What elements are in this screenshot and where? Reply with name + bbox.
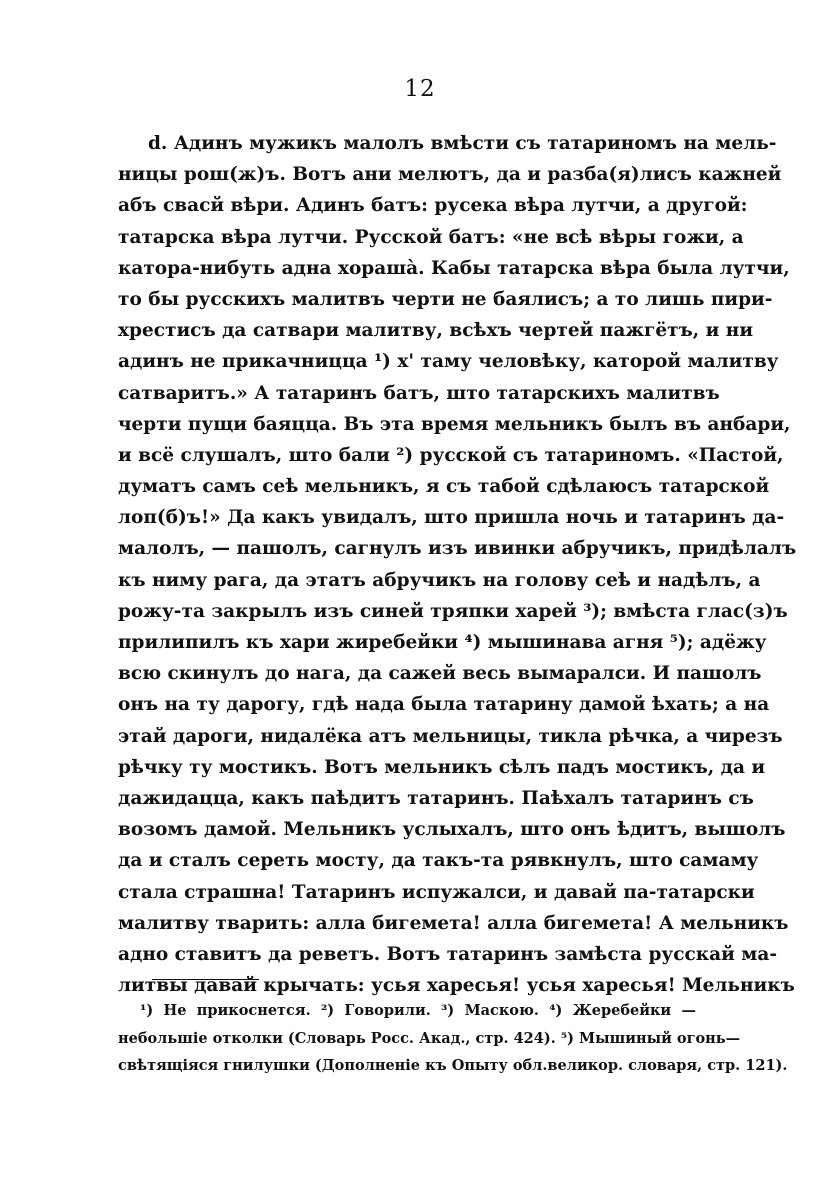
text-line: абъ свасй вѣри. Адинъ батъ: русека вѣра лутчи, а другой:	[118, 195, 748, 217]
text-line: всю скинулъ до нага, да сажей весь вымаралси. И пашолъ	[118, 663, 762, 685]
text-line: хрестисъ да сатвари малитву, всѣхъ чертей пажгётъ, и ни	[118, 320, 754, 342]
text-line: катора-нибуть адна хорашà. Кабы татарска вѣра была лутчи,	[118, 257, 790, 279]
footnotes	[118, 997, 788, 1080]
text-line: рожу-та закрылъ изъ синей тряпки харей ³); вмѣста глас(з)ъ	[118, 600, 788, 622]
text-line: черти пущи баяцца. Въ эта время мельникъ былъ въ анбари,	[118, 413, 791, 435]
text-line: малитву тварить: алла бигемета! алла бигемета! А мельникъ	[118, 912, 789, 934]
footnote-line: небольшіе отколки (Словарь Росс. Акад., стр. 424). ⁵) Мышиный огонь—	[118, 1029, 741, 1047]
text-line: прилипилъ къ хари жиребейки ⁴) мышинава агня ⁵); адёжу	[118, 632, 767, 653]
text-line: рѣчку ту мостикъ. Вотъ мельникъ сѣлъ падъ мостикъ, да и	[118, 756, 766, 778]
footnote-divider	[152, 979, 259, 980]
footnote-line: ¹) Не прикоснется. ²) Говорили. ³) Маскою. ⁴) Жеребейки —	[140, 1002, 696, 1019]
text-line: стала страшна! Татаринъ испужалси, и давай па-татарски	[118, 881, 755, 903]
text-line: ницы рош(ж)ъ. Вотъ ани мелютъ, да и разба(я)лисъ кажней	[118, 164, 782, 186]
text-line: возомъ дамой. Мельникъ услыхалъ, што онъ ѣдитъ, вышолъ	[118, 819, 786, 841]
text-line: онъ на ту дарогу, гдѣ нада была татарину дамой ѣхать; а на	[118, 694, 770, 716]
text-line: да и сталъ сереть мосту, да такъ-та рявкнулъ, што самаму	[118, 850, 759, 872]
text-line: думатъ самъ сеѣ мельникъ, я съ табой сдѣлаюсъ татарской	[118, 476, 770, 498]
text-line: и всё слушалъ, што бали ²) русской съ татариномъ. «Пастой,	[118, 444, 784, 466]
text-line: адно ставитъ да реветъ. Вотъ татаринъ замѣста русскай ма-	[118, 943, 778, 965]
page-number: 12	[404, 76, 436, 102]
text-line: то бы русскихъ малитвъ черти не баялисъ; а то лишь пири-	[118, 288, 773, 310]
text-line: этай дароги, нидалёка атъ мельницы, тикла рѣчка, а чирезъ	[118, 725, 783, 747]
text-line: литвы давай крычать: усья харесья! усья харесья! Мельникъ	[118, 975, 795, 997]
text-line: адинъ не прикачницца ¹) х' таму человѣку, каторой малитву	[118, 351, 779, 373]
text-line: дажидацца, какъ паѣдитъ татаринъ. Паѣхалъ татаринъ съ	[118, 787, 754, 809]
footnote-line: свѣтящіяся гнилушки (Дополненіе къ Опыту обл.великор. словаря, стр. 121).	[118, 1057, 788, 1074]
text-line: татарска вѣра лутчи. Русской батъ: «не всѣ вѣры гожи, а	[118, 226, 744, 248]
text-line: къ ниму рага, да этатъ абручикъ на голову сеѣ и надѣлъ, а	[118, 569, 761, 591]
text-line: малолъ, — пашолъ, сагнулъ изъ ивинки абручикъ, придѣлалъ	[118, 538, 797, 560]
text-line: d. Адинъ мужикъ малолъ вмѣсти съ татариномъ на мель-	[148, 133, 777, 154]
text-line: лоп(б)ъ!» Да какъ увидалъ, што пришла ночь и татаринъ да-	[118, 507, 785, 529]
body-text	[118, 128, 797, 1001]
text-line: сатваритъ.» А татаринъ батъ, што татарскихъ малитвъ	[118, 382, 720, 404]
